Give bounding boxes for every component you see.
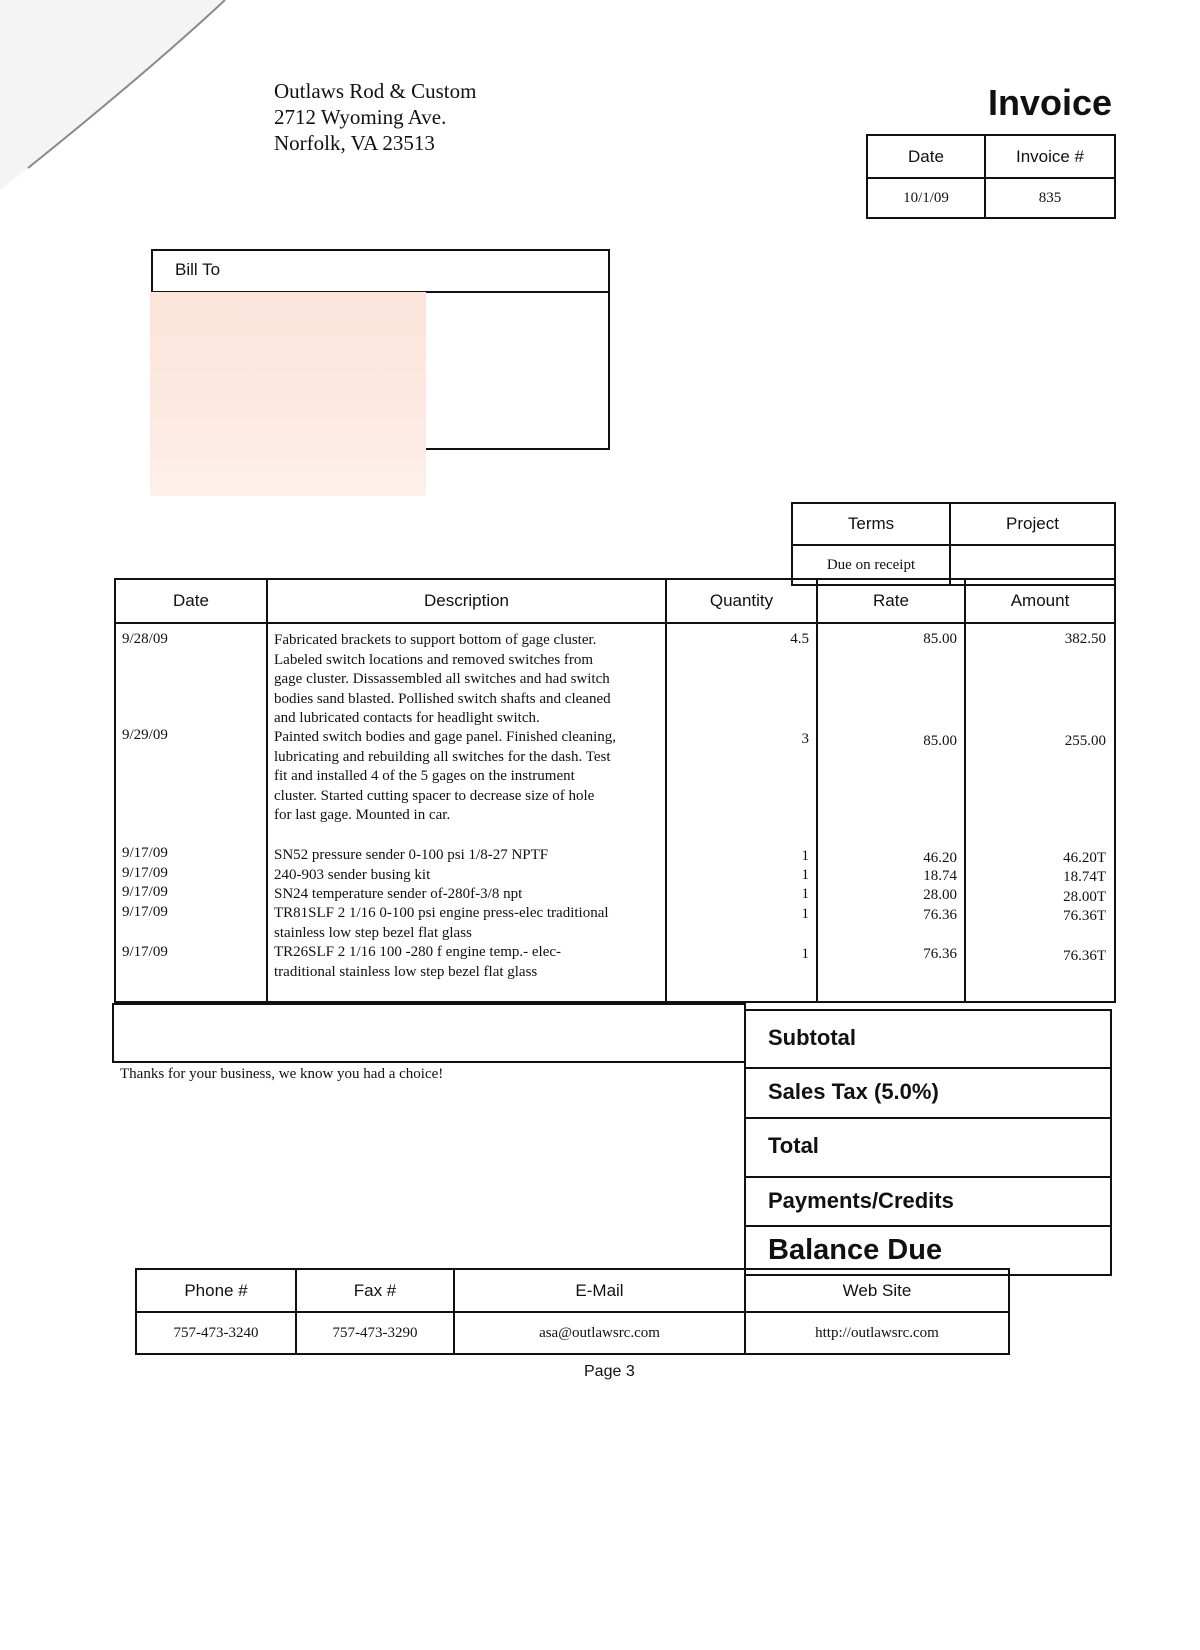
- row-amount: 382.50: [1064, 631, 1106, 647]
- fax-label: Fax #: [353, 1280, 397, 1300]
- invoice-title: Invoice: [987, 82, 1112, 123]
- row-amount: 255.00: [1064, 733, 1106, 749]
- company-name: Outlaws Rod & Custom: [274, 79, 477, 103]
- row-quantity: 1: [801, 867, 809, 883]
- page-corner-fold: [0, 0, 250, 200]
- items-table: [114, 578, 1116, 1003]
- subtotal-label: Subtotal: [768, 1025, 856, 1050]
- row-quantity: 3: [801, 731, 809, 747]
- row-date: 9/29/09: [122, 727, 168, 743]
- row-amount: 28.00T: [1063, 889, 1106, 905]
- payments-credits-label: Payments/Credits: [768, 1188, 954, 1213]
- row-quantity: 1: [801, 886, 809, 902]
- company-address-line1: 2712 Wyoming Ave.: [274, 105, 447, 129]
- email-value: asa@outlawsrc.com: [539, 1324, 660, 1341]
- terms-table: [791, 502, 1116, 586]
- website-value: http://outlawsrc.com: [815, 1324, 939, 1341]
- row-description: Painted switch bodies and gage panel. Finished cleaning, lubricating and rebuilding all switches for the dash. Test fit and installed 4 of the 5 gages on the instrument cluster. Started cutting spacer to decrease size of hole for last gage. Mounted in car.: [274, 729, 617, 823]
- row-amount: 76.36T: [1063, 908, 1106, 924]
- terms-label: Terms: [847, 514, 895, 533]
- company-address-line2: Norfolk, VA 23513: [274, 131, 435, 155]
- row-amount: 18.74T: [1063, 869, 1106, 885]
- email-label: E-Mail: [575, 1280, 624, 1300]
- row-description: TR26SLF 2 1/16 100 -280 f engine temp.- elec- traditional stainless low step bezel flat glass: [274, 944, 562, 980]
- header-date-label: Date: [908, 146, 944, 166]
- row-quantity: 4.5: [790, 631, 809, 647]
- phone-label: Phone #: [184, 1280, 248, 1300]
- row-quantity: 1: [801, 906, 809, 922]
- balance-due-label: Balance Due: [768, 1234, 943, 1266]
- row-description: SN24 temperature sender of-280f-3/8 npt: [274, 886, 523, 902]
- row-date: 9/17/09: [122, 845, 168, 861]
- row-description: 240-903 sender busing kit: [274, 867, 431, 883]
- row-date: 9/17/09: [122, 865, 168, 881]
- row-description: Fabricated brackets to support bottom of gage cluster. Labeled switch locations and removed switches from gage cluster. Dissassembled all switches and had switch bodies sand blasted. Pollished switch shafts and cleaned and lubricated contacts for headlight switch.: [274, 632, 611, 726]
- row-rate: 85.00: [923, 733, 957, 749]
- row-date: 9/17/09: [122, 884, 168, 900]
- sales-tax-label: Sales Tax (5.0%): [768, 1079, 939, 1104]
- terms-value: Due on receipt: [826, 556, 916, 573]
- row-quantity: 1: [801, 848, 809, 864]
- project-label: Project: [1006, 514, 1059, 533]
- message-box: [112, 1003, 746, 1063]
- col-header-date: Date: [173, 591, 209, 610]
- header-date-value: 10/1/09: [903, 189, 949, 206]
- contact-table: [135, 1268, 1010, 1355]
- row-rate: 28.00: [923, 887, 957, 903]
- redacted-address: [150, 292, 426, 496]
- col-header-description: Description: [423, 591, 510, 610]
- col-header-amount: Amount: [1010, 591, 1070, 610]
- fax-value: 757-473-3290: [332, 1324, 418, 1341]
- row-date: 9/28/09: [122, 631, 168, 647]
- row-amount: 76.36T: [1063, 948, 1106, 964]
- row-quantity: 1: [801, 946, 809, 962]
- row-rate: 76.36: [923, 907, 957, 923]
- phone-value: 757-473-3240: [173, 1324, 259, 1341]
- header-invoice-label: Invoice #: [1015, 146, 1085, 166]
- row-rate: 85.00: [923, 631, 957, 647]
- row-rate: 46.20: [923, 850, 957, 866]
- bill-to-label: Bill To: [175, 260, 221, 279]
- header-invoice-value: 835: [1038, 189, 1062, 206]
- col-header-quantity: Quantity: [709, 591, 774, 610]
- website-label: Web Site: [842, 1280, 912, 1300]
- thanks-message: Thanks for your business, we know you had a choice!: [120, 1066, 444, 1082]
- row-date: 9/17/09: [122, 944, 168, 960]
- col-header-rate: Rate: [873, 591, 909, 610]
- row-date: 9/17/09: [122, 904, 168, 920]
- row-description: TR81SLF 2 1/16 0-100 psi engine press-elec traditional stainless low step bezel flat glass: [274, 905, 609, 941]
- total-label: Total: [768, 1133, 819, 1158]
- row-description: SN52 pressure sender 0-100 psi 1/8-27 NPTF: [274, 847, 549, 863]
- row-amount: 46.20T: [1063, 850, 1106, 866]
- page-number: Page 3: [584, 1363, 635, 1380]
- row-rate: 18.74: [923, 868, 957, 884]
- row-rate: 76.36: [923, 946, 957, 962]
- header-table: [866, 134, 1116, 219]
- totals-box: [744, 1009, 1112, 1276]
